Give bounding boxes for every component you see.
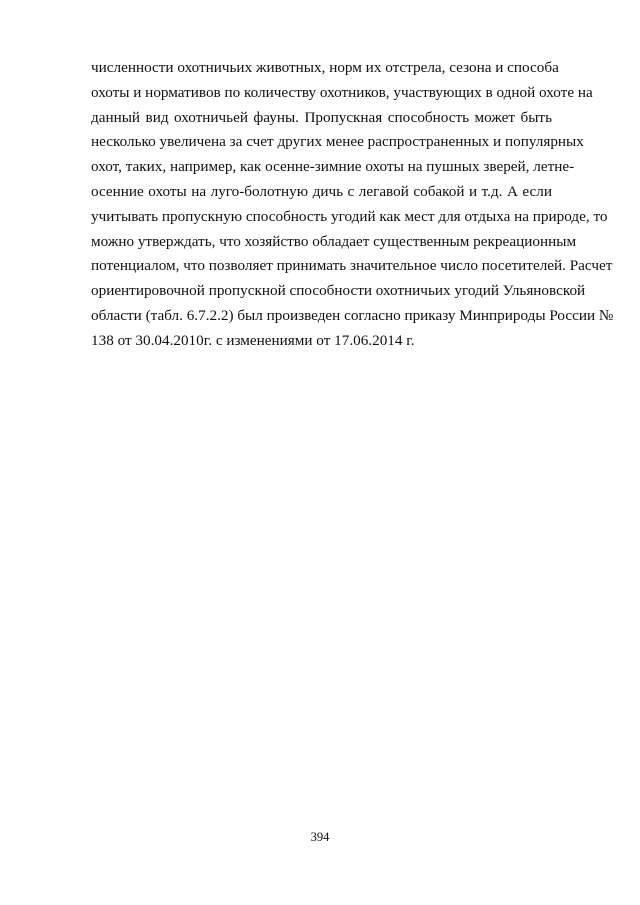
text-line: осенние охоты на луго-болотную дичь с легавой собакой и т.д. А если (91, 182, 552, 200)
text-line: данный вид охотничьей фауны. Пропускная способность может быть (91, 108, 552, 126)
text-line: ориентировочной пропускной способности охотничьих угодий Ульяновской (91, 282, 586, 300)
text-line: можно утверждать, что хозяйство обладает существенным рекреационным (91, 232, 577, 250)
text-line: учитывать пропускную способность угодий как мест для отдыха на природе, то (91, 207, 608, 225)
body-paragraph (91, 56, 614, 354)
text-line: 138 от 30.04.2010г. с изменениями от 17.06.2014 г. (91, 331, 415, 349)
text-line: охот, таких, например, как осенне-зимние охоты на пушных зверей, летне- (91, 158, 575, 176)
text-line: несколько увеличена за счет других менее распространенных и популярных (91, 133, 584, 151)
text-line: потенциалом, что позволяет принимать значительное число посетителей. Расчет (91, 257, 613, 275)
text-line: численности охотничьих животных, норм их отстрела, сезона и способа (91, 59, 559, 76)
page-number: 394 (310, 830, 330, 844)
text-line: области (табл. 6.7.2.2) был произведен согласно приказу Минприроды России № (91, 306, 614, 324)
text-line: охоты и нормативов по количеству охотников, участвующих в одной охоте на (91, 83, 593, 101)
